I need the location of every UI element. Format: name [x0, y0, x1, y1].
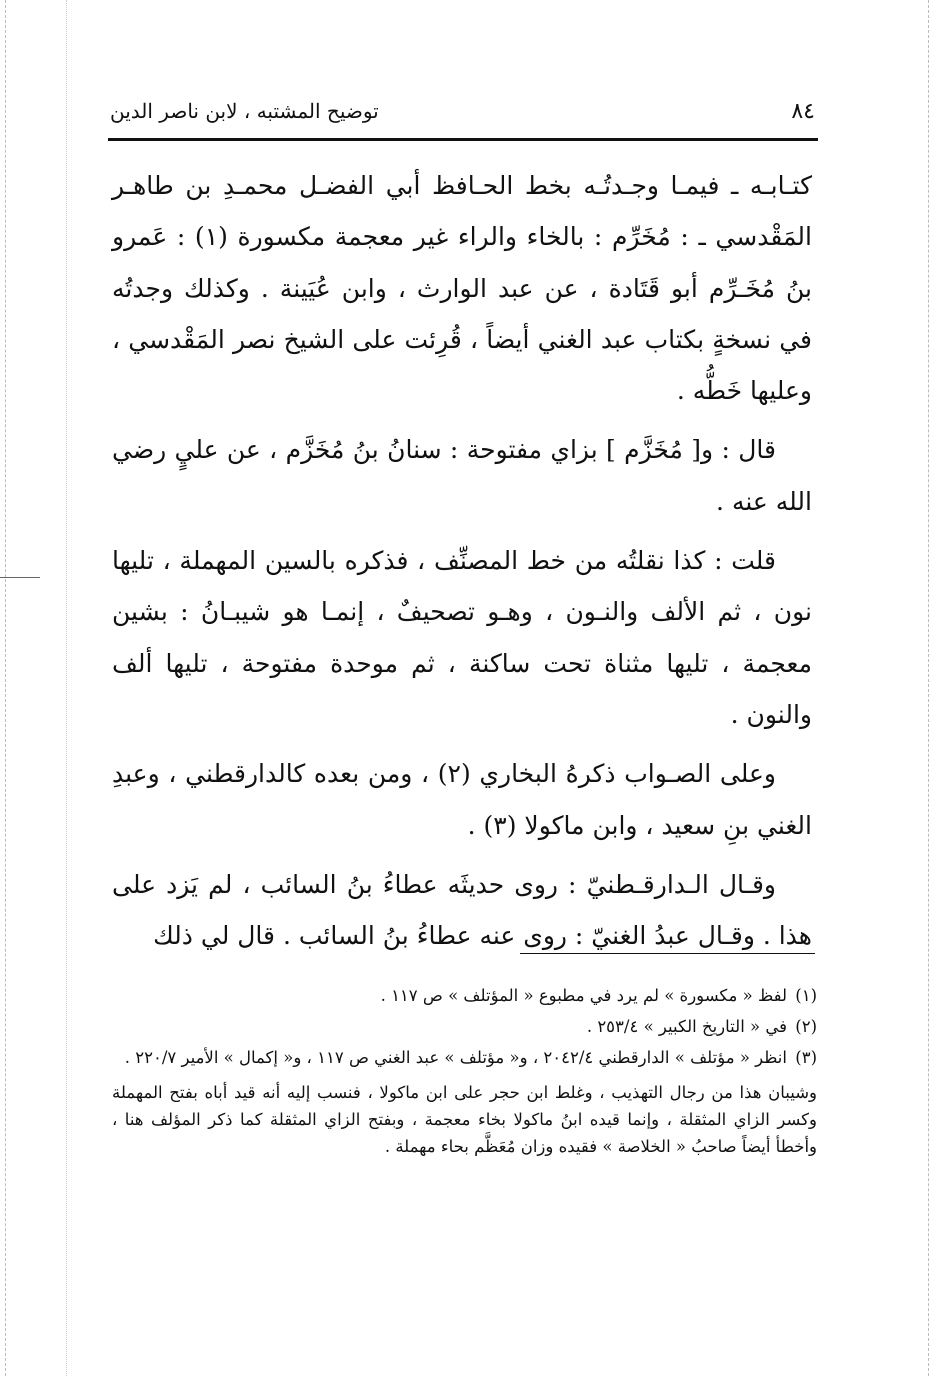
footnote-note: وشيبان هذا من رجال التهذيب ، وغلط ابن حجر على ابن ماكولا ، فنسب إليه أنه قيد أباه بفتح المهملة وكسر الزاي المثقلة ، وإنما قيده ابنُ ماكولا بخاء معجمة ، وبفتح الزاي المثقلة كما ذكر المؤلف هنا ، وأخطأ أيضاً صاحبُ « الخلاصة » فقيده وزان مُعَظَّم بحاء مهملة .	[112, 1083, 817, 1156]
paragraph: كتـابـه ـ فيمـا وجـدتُـه بخط الحـافظ أبي الفضـل محمـدِ بن طاهـر المَقْدسي ـ : مُخَرِّم : بالخاء والراء غير معجمة مكسورة (١) : عَمرو بنُ مُخَـرِّم أبو قَتَادة ، عن عبد الوارث ، وابن عُيَينة . وكذلك وجدتُه في نسخةٍ بكتاب عبد الغني أيضاً ، قُرِئت على الشيخ نصر المَقْدسي ، وعليها خَطُّه .	[112, 171, 812, 406]
footnote	[112, 982, 817, 1009]
scan-edge-mark	[0, 577, 40, 578]
paragraph: وقـال الـدارقـطنيّ : روى حديثَه عطاءُ بنُ السائب ، لم يَزد على هذا . وقـال عبدُ الغنيّ : روى عنه عطاءُ بنُ السائب . قال لي ذلك	[112, 869, 812, 951]
main-text	[112, 160, 812, 969]
footnote-number: (١)	[795, 986, 817, 1005]
footnote	[112, 1013, 817, 1040]
footnote	[112, 1044, 817, 1071]
scan-margin-line-left	[5, 0, 6, 1376]
scan-margin-line-right	[928, 0, 929, 1376]
footnotes	[112, 982, 817, 1160]
footnote-text: لفظ « مكسورة » لم يرد في مطبوع « المؤتلف » ص ١١٧ .	[380, 986, 787, 1005]
page-header	[110, 92, 815, 130]
footnote-rule	[520, 953, 815, 954]
paragraph: قلت : كذا نقلتُه من خط المصنِّف ، فذكره بالسين المهملة ، تليها نون ، ثم الألف والنـون ، وهـو تصحيفٌ ، إنمـا هو شيبـانُ : بشين معجمة ، تليها مثناة تحت ساكنة ، ثم موحدة مفتوحة ، تليها ألف والنون .	[112, 546, 812, 729]
footnote-number: (٢)	[795, 1017, 817, 1036]
footnote-text: في « التاريخ الكبير » ٢٥٣/٤ .	[586, 1017, 787, 1036]
page-number: ٨٤	[791, 98, 815, 124]
running-title: توضيح المشتبه ، لابن ناصر الدين	[110, 99, 379, 123]
paragraph: قال : و[ مُخَزَّم ] بزاي مفتوحة : سنانُ بنُ مُخَزَّم ، عن عليٍ رضي الله عنه .	[112, 435, 812, 516]
header-rule	[108, 138, 818, 141]
paragraph: وعلى الصـواب ذكرهُ البخاري (٢) ، ومن بعده كالدارقطني ، وعبدِ الغني بنِ سعيد ، وابن ماكولا (٣) .	[112, 759, 812, 840]
scan-margin-line-inner	[66, 0, 67, 1376]
footnote-number: (٣)	[795, 1048, 817, 1067]
footnote-text: انظر « مؤتلف » الدارقطني ٢٠٤٢/٤ ، و« مؤتلف » عبد الغني ص ١١٧ ، و« إكمال » الأمير ٢٢٠/٧ .	[124, 1048, 787, 1067]
